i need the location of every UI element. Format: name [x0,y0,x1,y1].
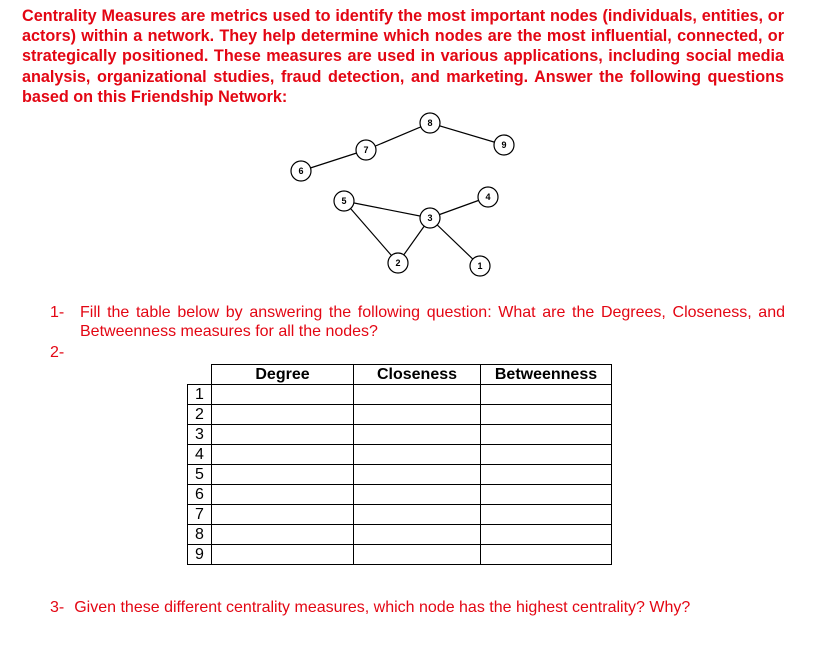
question-1-text: Fill the table below by answering the following question: What are the Degrees, Closeness, and Betweenness measures for all the nodes? [80,304,785,340]
question-2 [50,343,64,362]
betweenness-input-cell[interactable] [481,545,612,565]
node-label: 3 [427,213,433,223]
degree-input-cell[interactable] [212,505,354,525]
closeness-input-cell[interactable] [354,465,481,485]
degree-input-cell[interactable] [212,385,354,405]
node-label: 9 [501,140,507,150]
header-degree: Degree [212,365,354,385]
closeness-input-cell[interactable] [354,385,481,405]
node-7 [356,140,376,160]
table-row [188,445,612,465]
node-5 [334,191,354,211]
degree-input-cell[interactable] [212,525,354,545]
header-betweenness: Betweenness [481,365,612,385]
question-3-text: Given these different centrality measures, which node has the highest centrality? Why? [74,599,691,616]
intro-paragraph: Centrality Measures are metrics used to identify the most important nodes (individuals, entities, or actors) within a network. They help determine which nodes are the most influential, connected, or strategically positioned. These measures are used in various applications, including social media analysis, organizational studies, fraud detection, and marketing. Answer the following questions based on this Friendship Network: [22,7,784,106]
row-label: 5 [188,465,212,485]
node-label: 7 [363,145,369,155]
betweenness-input-cell[interactable] [481,405,612,425]
table-row [188,485,612,505]
betweenness-input-cell[interactable] [481,445,612,465]
node-label: 2 [395,258,401,268]
row-label: 1 [188,385,212,405]
node-8 [420,113,440,133]
degree-input-cell[interactable] [212,485,354,505]
closeness-input-cell[interactable] [354,545,481,565]
betweenness-input-cell[interactable] [481,465,612,485]
row-label: 7 [188,505,212,525]
betweenness-input-cell[interactable] [481,485,612,505]
node-label: 4 [485,192,491,202]
question-3 [50,598,690,617]
table-row [188,505,612,525]
corner-cell [188,365,212,385]
table-row [188,425,612,445]
edge-8-9 [430,123,504,145]
row-label: 2 [188,405,212,425]
degree-input-cell[interactable] [212,425,354,445]
node-2 [388,253,408,273]
degree-input-cell[interactable] [212,545,354,565]
question-3-number: 3- [50,599,65,616]
degree-input-cell[interactable] [212,465,354,485]
closeness-input-cell[interactable] [354,485,481,505]
question-2-number: 2- [50,344,65,361]
closeness-input-cell[interactable] [354,405,481,425]
degree-input-cell[interactable] [212,405,354,425]
node-1 [470,256,490,276]
header-closeness: Closeness [354,365,481,385]
question-1 [50,303,785,341]
row-label: 3 [188,425,212,445]
closeness-input-cell[interactable] [354,505,481,525]
node-3 [420,208,440,228]
question-1-number: 1- [50,304,65,321]
closeness-input-cell[interactable] [354,525,481,545]
table-row [188,385,612,405]
row-label: 9 [188,545,212,565]
node-label: 8 [427,118,433,128]
betweenness-input-cell[interactable] [481,425,612,445]
node-label: 1 [477,261,483,271]
friendship-network-graph [270,108,530,288]
table-row [188,405,612,425]
table-row [188,525,612,545]
node-6 [291,161,311,181]
betweenness-input-cell[interactable] [481,505,612,525]
betweenness-input-cell[interactable] [481,525,612,545]
centrality-table [187,364,612,565]
table-row [188,465,612,485]
row-label: 6 [188,485,212,505]
betweenness-input-cell[interactable] [481,385,612,405]
row-label: 4 [188,445,212,465]
row-label: 8 [188,525,212,545]
closeness-input-cell[interactable] [354,445,481,465]
node-label: 6 [298,166,304,176]
degree-input-cell[interactable] [212,445,354,465]
closeness-input-cell[interactable] [354,425,481,445]
table-row [188,545,612,565]
node-label: 5 [341,196,347,206]
node-4 [478,187,498,207]
node-9 [494,135,514,155]
